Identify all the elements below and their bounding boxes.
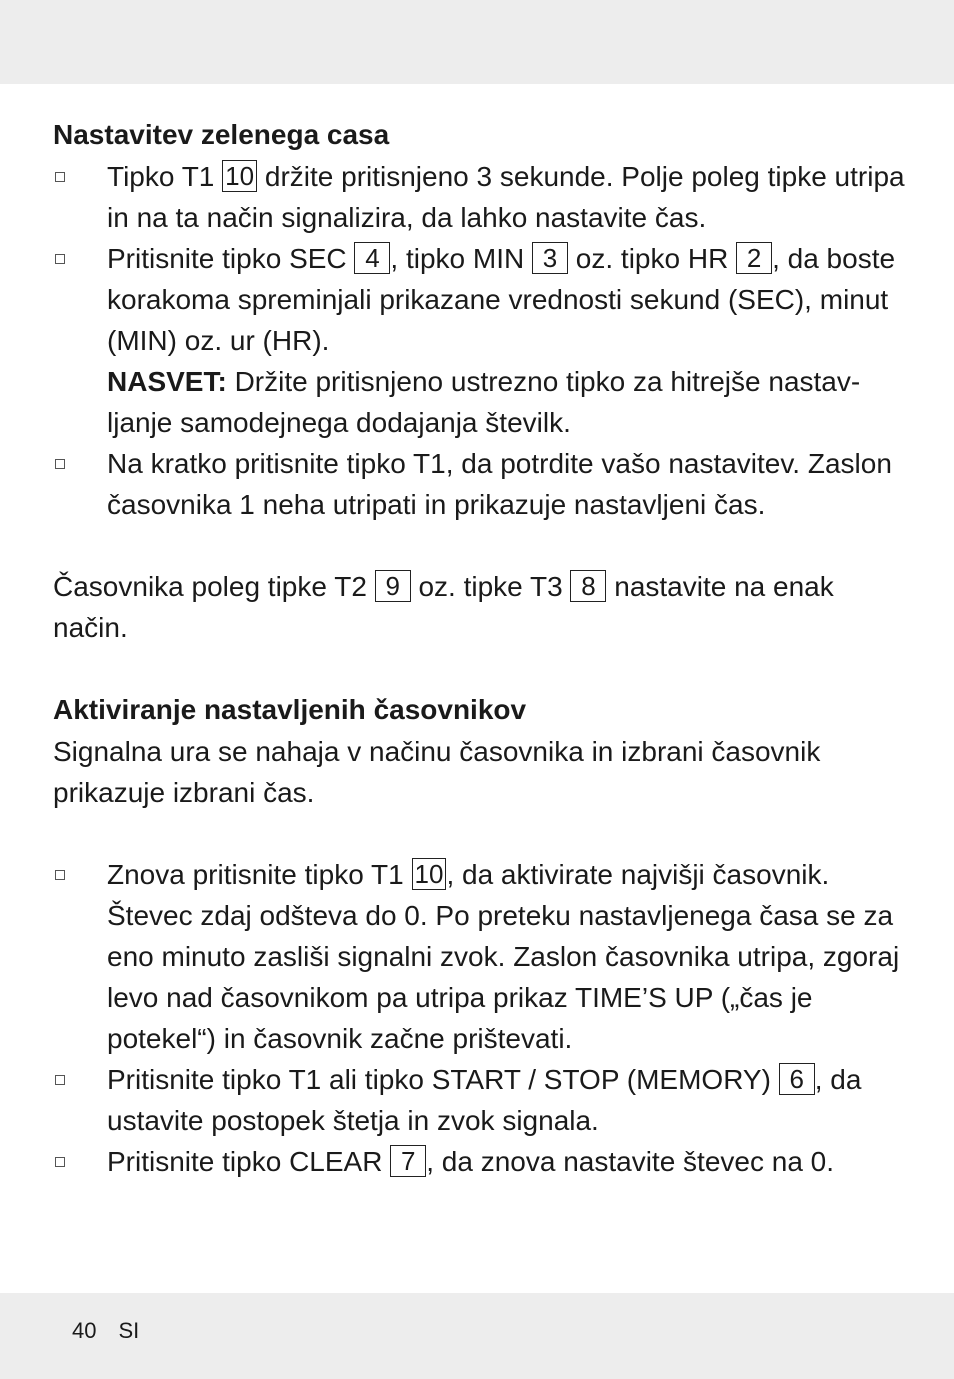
checkbox-bullet-icon — [55, 459, 65, 469]
key-label-sec: 4 — [354, 242, 390, 274]
key-label-min: 3 — [532, 242, 568, 274]
checkbox-bullet-icon — [55, 254, 65, 264]
page-footer — [72, 1316, 161, 1346]
checkbox-bullet-icon — [55, 1157, 65, 1167]
page-number: 40 — [72, 1318, 97, 1343]
language-code: SI — [118, 1318, 140, 1343]
tip-text: Držite pritisnjeno ustrezno tipko za hitrejše nastavljanje samodejnega dodajanja številk. — [107, 366, 861, 438]
checkbox-bullet-icon — [55, 1075, 65, 1085]
tip-label: NASVET: — [107, 366, 227, 397]
paragraph-other-timers: Časovnika poleg tipke T2 9 oz. tipke T3 8 nastavite na enak način. — [53, 571, 834, 643]
tip-note — [107, 361, 913, 443]
key-label-t2: 9 — [375, 570, 411, 602]
page-content — [53, 114, 913, 1182]
list-item: Na kratko pritisnite tipko T1, da potrdite vašo nastavitev. Zaslon časovnika 1 neha utripati in prikazuje nastavljeni čas. — [53, 443, 913, 525]
list-item: Tipko T1 10 držite pritisnjeno 3 sekunde. Polje poleg tipke utripa in na ta način signalizira, da lahko nastavite čas. — [53, 156, 913, 238]
section-heading-activate: Aktiviranje nastavljenih časovnikov — [53, 694, 527, 725]
section-intro: Signalna ura se nahaja v načinu časovnika in izbrani časovnik prikazuje izbrani čas. — [53, 736, 821, 808]
list-item: Pritisnite tipko CLEAR 7 , da znova nastavite števec na 0. — [53, 1141, 913, 1182]
list-item: Znova pritisnite tipko T1 10 , da aktivirate najvišji časovnik. Števec zdaj odšteva do 0. Po preteku nastavljenega časa se za eno minuto zasliši signalni zvok. Zaslon časovnika utripa, zgoraj levo nad časovnikom pa utripa prikaz TIME’S UP („čas je potekel“) in časovnik začne prištevati. — [53, 854, 913, 1059]
header-band — [0, 0, 954, 84]
section-heading-green-time: Nastavitev zelenega casa — [53, 119, 390, 150]
list-item: Pritisnite tipko T1 ali tipko START / STOP (MEMORY) 6 , da ustavite postopek štetja in zvok signala. — [53, 1059, 913, 1141]
checkbox-bullet-icon — [55, 172, 65, 182]
checkbox-bullet-icon — [55, 870, 65, 880]
key-label-t1: 10 — [412, 858, 447, 890]
key-label-hr: 2 — [736, 242, 772, 274]
key-label-t1: 10 — [222, 160, 257, 192]
key-label-t3: 8 — [570, 570, 606, 602]
key-label-clear: 7 — [390, 1145, 426, 1177]
key-label-start-stop: 6 — [779, 1063, 815, 1095]
list-item: Pritisnite tipko SEC 4 , tipko MIN 3 oz. tipko HR 2 , da boste korakoma spreminjali prikazane vrednosti sekund (SEC), minut (MIN) oz. ur (HR). NASVET: Držite pritisnjeno ustrezno tipko za hitrejše nastavljanje samodejnega dodajanja številk. — [53, 238, 913, 443]
